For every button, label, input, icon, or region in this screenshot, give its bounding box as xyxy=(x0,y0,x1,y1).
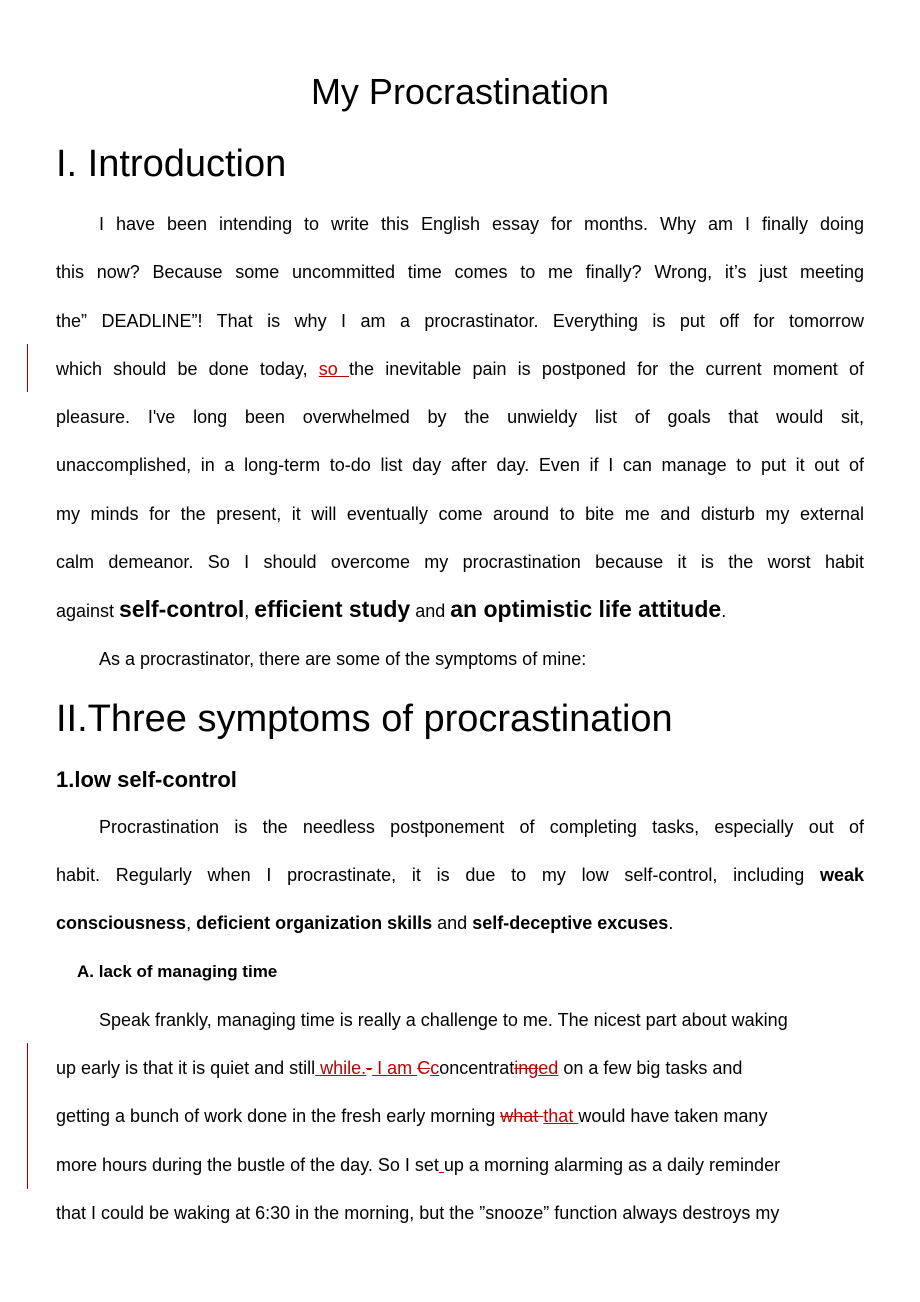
line-text: would have taken many xyxy=(578,1106,768,1126)
tracked-insertion: c xyxy=(430,1058,440,1078)
paragraph-line xyxy=(56,911,673,935)
line-text: more hours during the bustle of the day. So I set xyxy=(56,1155,439,1175)
tracked-deletion: C xyxy=(417,1058,431,1078)
paragraph-line: unaccomplished, in a long-term to-do list day after day. Even if I can manage to put it out of xyxy=(56,455,864,475)
paragraph-line xyxy=(56,1104,767,1128)
tracked-deletion: - xyxy=(366,1058,373,1078)
revision-change-bar xyxy=(27,344,28,392)
line-text: up early is that it is quiet and still xyxy=(56,1058,316,1078)
tracked-insertion: while. xyxy=(315,1058,367,1078)
paragraph-line: calm demeanor. So I should overcome my procrastination because it is the worst habit xyxy=(56,552,864,572)
line-text: up a morning alarming as a daily reminder xyxy=(443,1155,781,1175)
paragraph-line xyxy=(56,597,726,623)
line-text: , xyxy=(186,913,197,933)
tracked-insertion: I am xyxy=(372,1058,418,1078)
line-text: the inevitable pain is postponed for the current moment of xyxy=(349,359,864,379)
paragraph-line xyxy=(56,357,864,381)
subheading-lack-of-managing-time: A. lack of managing time xyxy=(77,962,278,981)
bold-term: consciousness xyxy=(56,913,187,933)
paragraph-line: I have been intending to write this English essay for months. Why am I finally doing xyxy=(99,214,864,234)
line-text: on a few big tasks and xyxy=(558,1058,743,1078)
paragraph-line: the” DEADLINE”! That is why I am a procrastinator. Everything is put off for tomorrow xyxy=(56,311,864,331)
section-heading-symptoms: II.Three symptoms of procrastination xyxy=(56,698,673,740)
line-text: getting a bunch of work done in the fresh early morning xyxy=(56,1106,501,1126)
paragraph-line: Procrastination is the needless postponement of completing tasks, especially out of xyxy=(99,817,864,837)
subheading-low-self-control: 1.low self-control xyxy=(56,767,237,792)
line-text: . xyxy=(668,913,674,933)
line-text: . xyxy=(721,601,727,621)
line-text: which should be done today, xyxy=(56,359,319,379)
document-title: My Procrastination xyxy=(310,71,610,112)
paragraph-line: that I could be waking at 6:30 in the morning, but the ”snooze” function always destroys my xyxy=(56,1203,780,1223)
tracked-deletion: ing xyxy=(514,1058,539,1078)
tracked-insertion: that xyxy=(543,1106,579,1126)
line-text: and xyxy=(432,913,473,933)
paragraph-line: pleasure. I've long been overwhelmed by the unwieldy list of goals that would sit, xyxy=(56,407,864,427)
paragraph-line: this now? Because some uncommitted time comes to me finally? Wrong, it’s just meeting xyxy=(56,262,864,282)
tracked-insertion: ed xyxy=(538,1058,559,1078)
bold-term: self-deceptive excuses xyxy=(472,913,669,933)
keyword-efficient-study: efficient study xyxy=(254,596,411,622)
section-heading-introduction: I. Introduction xyxy=(56,143,287,185)
line-text: oncentrat xyxy=(439,1058,515,1078)
line-text: and xyxy=(410,601,451,621)
tracked-insertion: so xyxy=(318,359,349,379)
tracked-deletion: what xyxy=(500,1106,544,1126)
line-text: habit. Regularly when I procrastinate, it is due to my low self-control, including xyxy=(56,865,820,885)
paragraph-line xyxy=(56,1056,742,1080)
revision-change-bar xyxy=(27,1043,28,1189)
paragraph-line xyxy=(56,1153,780,1177)
line-text: against xyxy=(56,601,120,621)
paragraph-line: Speak frankly, managing time is really a challenge to me. The nicest part about waking xyxy=(99,1010,788,1030)
keyword-optimistic-attitude: an optimistic life attitude xyxy=(450,596,722,622)
paragraph-line: my minds for the present, it will eventually come around to bite me and disturb my external xyxy=(56,504,864,524)
bold-term: weak xyxy=(819,865,864,885)
bold-term: deficient organization skills xyxy=(196,913,433,933)
paragraph-line xyxy=(56,863,864,887)
line-text: , xyxy=(244,601,255,621)
keyword-self-control: self-control xyxy=(119,596,245,622)
paragraph-line: As a procrastinator, there are some of the symptoms of mine: xyxy=(99,649,587,669)
